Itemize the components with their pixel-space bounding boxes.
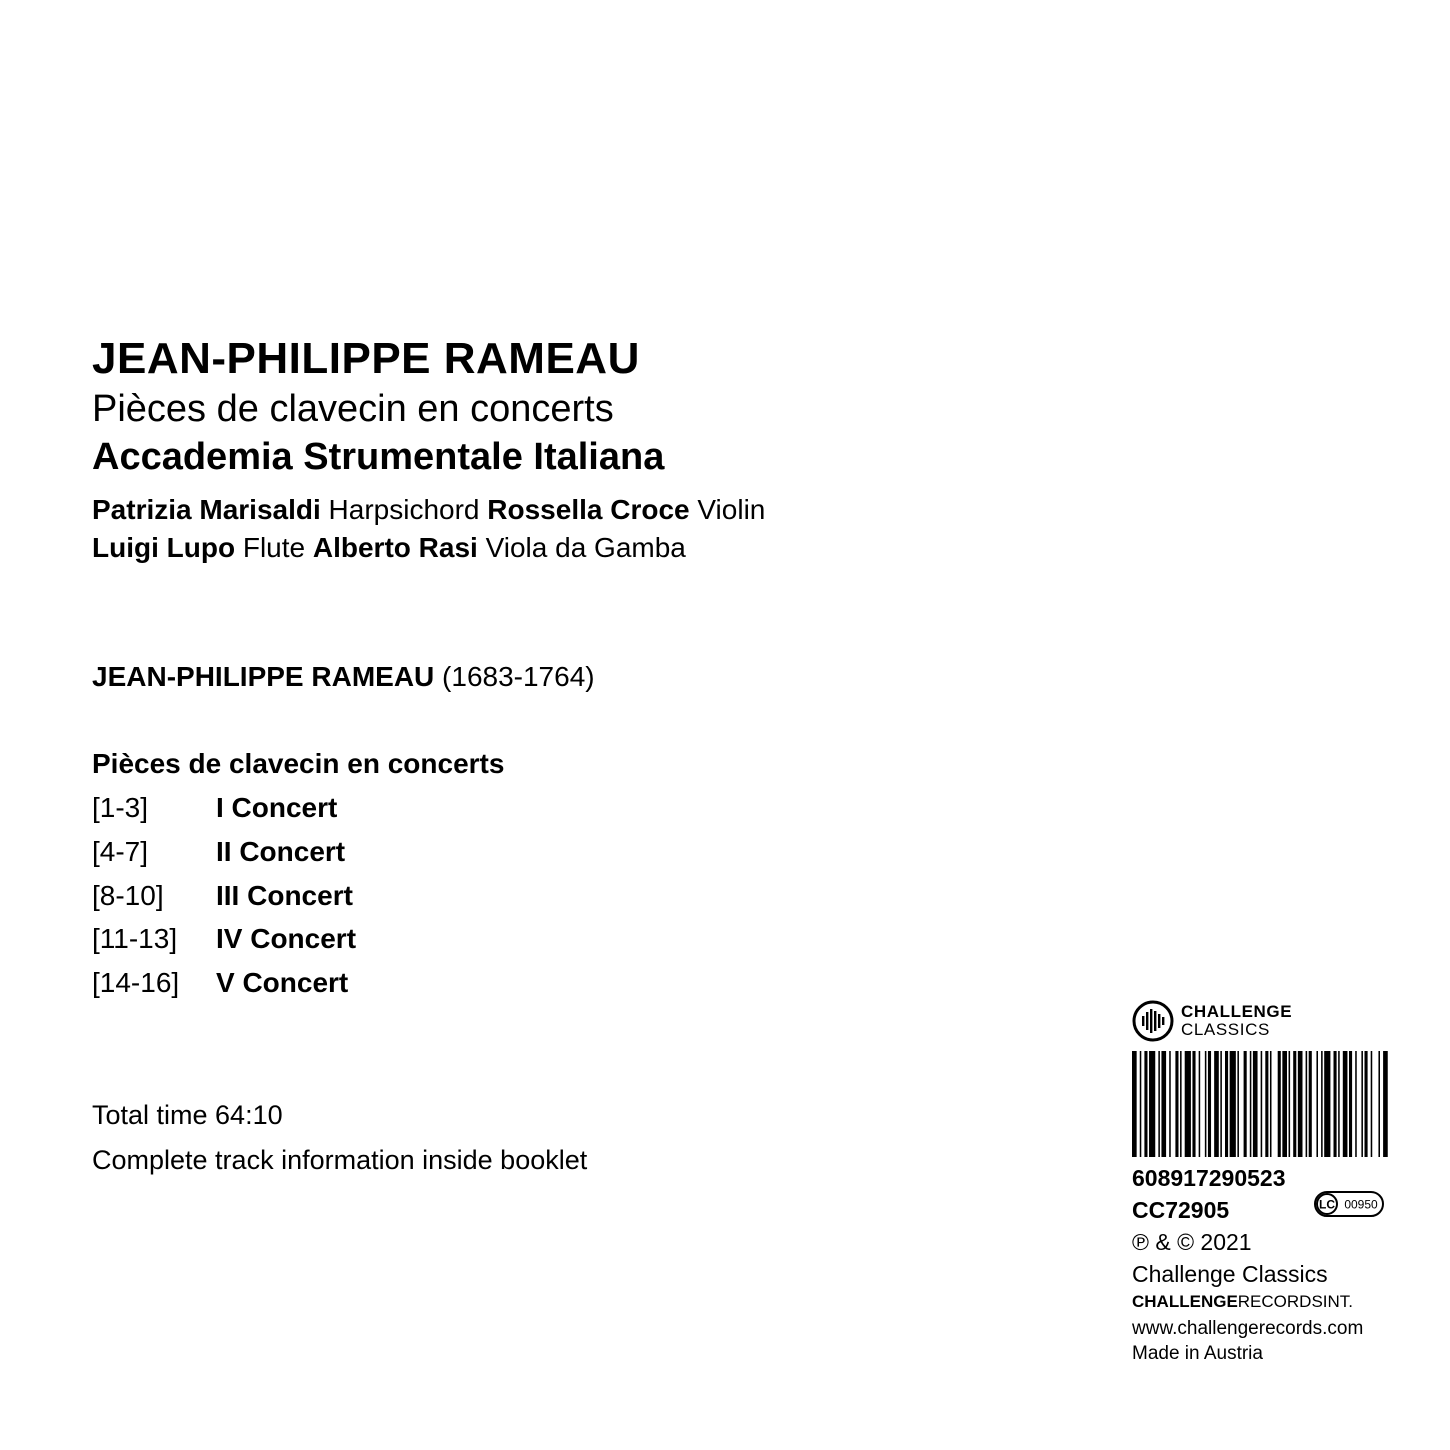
challenge-logo-icon <box>1132 1000 1174 1042</box>
ensemble-name: Accademia Strumentale Italiana <box>92 436 665 478</box>
barcode-bar <box>1208 1051 1211 1157</box>
barcode-bar <box>1225 1051 1228 1157</box>
performer-instrument: Violin <box>697 494 766 525</box>
barcode-bar <box>1378 1051 1380 1157</box>
barcode-bar <box>1161 1051 1166 1157</box>
performers-line-1 <box>92 493 765 527</box>
barcode-bar <box>1250 1051 1252 1157</box>
program-heading: Pièces de clavecin en concerts <box>92 748 505 779</box>
track-number: [1-3] <box>92 792 149 823</box>
track-title: I Concert <box>216 792 338 823</box>
records-int-bold: CHALLENGE <box>1132 1292 1238 1311</box>
track-title: V Concert <box>216 967 349 998</box>
track-title: IV Concert <box>216 923 357 954</box>
barcode-bar <box>1132 1051 1137 1157</box>
program-composer-name: JEAN-PHILIPPE RAMEAU <box>92 661 435 692</box>
barcode-bar <box>1278 1051 1281 1157</box>
barcode-bar <box>1293 1051 1296 1157</box>
barcode-bar <box>1199 1051 1201 1157</box>
website: www.challengerecords.com <box>1132 1318 1364 1339</box>
catalog-number: CC72905 <box>1132 1197 1230 1223</box>
barcode-bar <box>1289 1051 1291 1157</box>
barcode-bar <box>1140 1051 1142 1157</box>
performer-name: Patrizia Marisaldi <box>92 494 321 525</box>
barcode-bar <box>1383 1051 1388 1157</box>
barcode-bar <box>1253 1051 1258 1157</box>
track-title: III Concert <box>216 880 353 911</box>
barcode-bar <box>1158 1051 1160 1157</box>
barcode-bar <box>1306 1051 1308 1157</box>
barcode-bar <box>1371 1051 1373 1157</box>
barcode-bar <box>1270 1051 1272 1157</box>
barcode-bar <box>1205 1051 1207 1157</box>
barcode-bar <box>1355 1051 1357 1157</box>
track-number: [11-13] <box>92 923 178 954</box>
barcode-bar <box>1349 1051 1352 1157</box>
performer-instrument: Flute <box>242 532 306 563</box>
svg-text:LC: LC <box>1319 1197 1335 1212</box>
barcode-bar <box>1169 1051 1171 1157</box>
barcode-bar <box>1334 1051 1337 1157</box>
track-number: [14-16] <box>92 967 180 998</box>
work-title: Pièces de clavecin en concerts <box>92 388 614 430</box>
barcode-bar <box>1365 1051 1368 1157</box>
barcode-bar <box>1244 1051 1247 1157</box>
performers-line-2 <box>92 531 686 565</box>
logo-text-challenge: CHALLENGE <box>1181 1002 1293 1021</box>
barcode-bar <box>1185 1051 1191 1157</box>
barcode-bar <box>1316 1051 1318 1157</box>
barcode-bar <box>1298 1051 1303 1157</box>
performer-name: Alberto Rasi <box>312 532 478 563</box>
program-composer-dates: (1683-1764) <box>442 661 595 692</box>
ean-number: 608917290523 <box>1132 1165 1286 1191</box>
barcode-bar <box>1265 1051 1268 1157</box>
track-title: II Concert <box>216 836 346 867</box>
barcode-bar <box>1192 1051 1195 1157</box>
lc-label-code-badge <box>1314 1191 1384 1217</box>
barcode-bar <box>1282 1051 1287 1157</box>
barcode-bar <box>1237 1051 1239 1157</box>
barcode <box>1132 1051 1414 1157</box>
made-in: Made in Austria <box>1132 1343 1263 1364</box>
logo-text-classics: CLASSICS <box>1181 1020 1270 1039</box>
barcode-bar <box>1261 1051 1263 1157</box>
barcode-bar <box>1175 1051 1178 1157</box>
barcode-bar <box>1149 1051 1155 1157</box>
barcode-bar <box>1361 1051 1363 1157</box>
performer-instrument: Viola da Gamba <box>485 532 686 563</box>
records-int-logo <box>1132 1291 1353 1313</box>
barcode-bar <box>1338 1051 1340 1157</box>
total-time: Total time 64:10 <box>92 1100 283 1130</box>
barcode-bar <box>1220 1051 1222 1157</box>
barcode-bar <box>1321 1051 1323 1157</box>
barcode-bar <box>1144 1051 1147 1157</box>
records-int-regular: RECORDSINT. <box>1237 1292 1354 1311</box>
program-composer <box>92 660 595 694</box>
track-number: [4-7] <box>92 836 149 867</box>
performer-name: Luigi Lupo <box>92 532 236 563</box>
booklet-note: Complete track information inside booklet <box>92 1145 588 1175</box>
performer-instrument: Harpsichord <box>328 494 480 525</box>
lc-code: 00950 <box>1344 1197 1378 1212</box>
barcode-bar <box>1214 1051 1219 1157</box>
barcode-bar <box>1230 1051 1236 1157</box>
label-name: Challenge Classics <box>1132 1261 1328 1287</box>
composer-title: JEAN-PHILIPPE RAMEAU <box>92 334 640 383</box>
track-number: [8-10] <box>92 880 164 911</box>
barcode-bar <box>1324 1051 1330 1157</box>
barcode-bar <box>1309 1051 1312 1157</box>
copyright-line: ℗ & © 2021 <box>1132 1229 1252 1255</box>
barcode-bar <box>1343 1051 1348 1157</box>
performer-name: Rossella Croce <box>487 494 690 525</box>
barcode-bar <box>1180 1051 1182 1157</box>
